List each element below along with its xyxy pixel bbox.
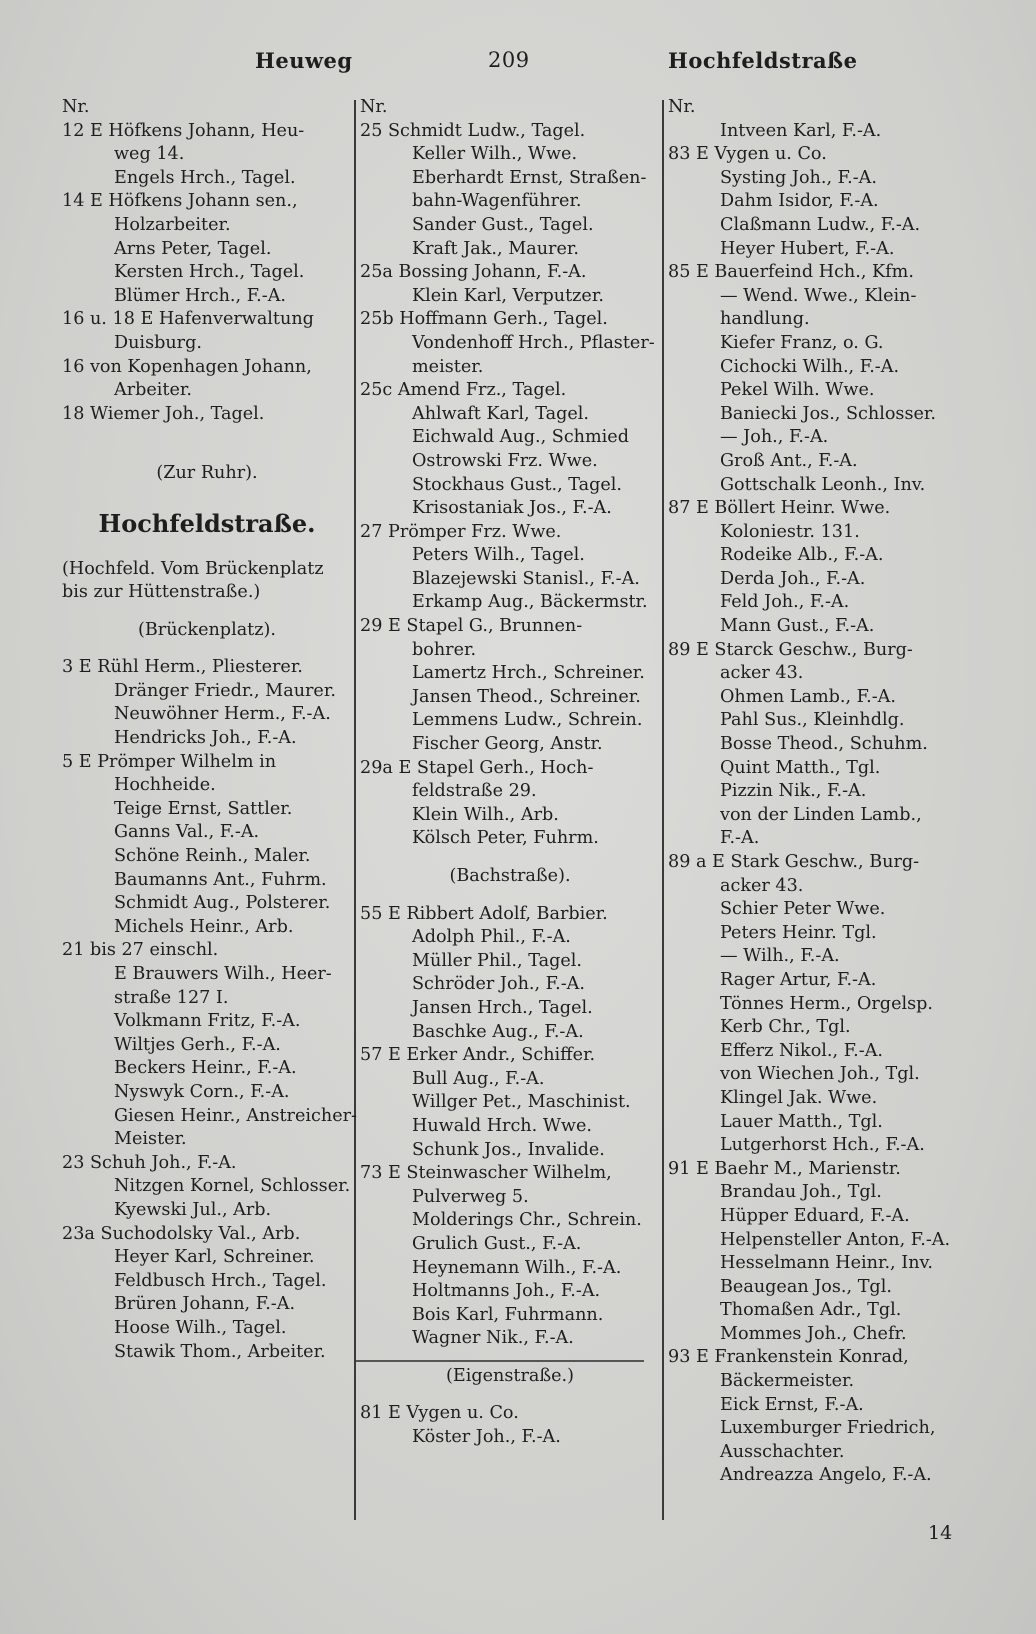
directory-entry: Kiefer Franz, o. G. xyxy=(720,332,884,353)
directory-entry: 87 E Böllert Heinr. Wwe. xyxy=(668,498,891,519)
directory-entry: Teige Ernst, Sattler. xyxy=(114,798,293,819)
directory-entry: 18 Wiemer Joh., Tagel. xyxy=(62,403,265,424)
directory-entry: Helpensteller Anton, F.-A. xyxy=(720,1229,951,1250)
directory-entry: 14 E Höfkens Johann sen., xyxy=(62,191,298,212)
directory-entry: 16 von Kopenhagen Johann, xyxy=(62,356,312,377)
directory-entry: Thomaßen Adr., Tgl. xyxy=(720,1300,902,1321)
directory-entry: Quint Matth., Tgl. xyxy=(720,757,881,778)
directory-entry: Lutgerhorst Hch., F.-A. xyxy=(720,1135,925,1156)
directory-entry: Hoose Wilh., Tagel. xyxy=(114,1317,287,1338)
directory-entry: F.-A. xyxy=(720,828,760,849)
directory-entry: Luxemburger Friedrich, xyxy=(720,1418,936,1439)
directory-entry: 23a Suchodolsky Val., Arb. xyxy=(62,1223,301,1244)
directory-entry: acker 43. xyxy=(720,875,804,896)
directory-entry: Arbeiter. xyxy=(114,380,192,401)
directory-entry: 25b Hoffmann Gerh., Tagel. xyxy=(360,309,608,330)
directory-entry: Mann Gust., F.-A. xyxy=(720,616,875,637)
running-header-right: Hochfeldstraße xyxy=(668,48,858,73)
directory-entry: Baschke Aug., F.-A. xyxy=(412,1021,584,1042)
directory-entry: Jansen Hrch., Tagel. xyxy=(412,997,593,1018)
column-2 xyxy=(360,96,660,1450)
directory-entry: 55 E Ribbert Adolf, Barbier. xyxy=(360,903,608,924)
directory-entry: Systing Joh., F.-A. xyxy=(720,167,877,188)
directory-entry: feldstraße 29. xyxy=(412,781,537,802)
directory-entry: Schier Peter Wwe. xyxy=(720,899,886,920)
directory-entry: Ausschachter. xyxy=(720,1441,845,1462)
directory-entry: 27 Prömper Frz. Wwe. xyxy=(360,521,562,542)
directory-entry: Mommes Joh., Chefr. xyxy=(720,1323,907,1344)
signature-number: 14 xyxy=(928,1522,953,1544)
directory-entry: Neuwöhner Herm., F.-A. xyxy=(114,704,331,725)
directory-entry: Willger Pet., Maschinist. xyxy=(412,1092,631,1113)
cross-street: (Brückenplatz). xyxy=(138,619,276,640)
directory-entry: Bull Aug., F.-A. xyxy=(412,1068,545,1089)
directory-entry: Rager Artur, F.-A. xyxy=(720,969,877,990)
directory-entry: Erkamp Aug., Bäckermstr. xyxy=(412,592,648,613)
directory-entry: 93 E Frankenstein Konrad, xyxy=(668,1347,909,1368)
directory-entry: — Wilh., F.-A. xyxy=(720,946,840,967)
directory-entry: Pizzin Nik., F.-A. xyxy=(720,781,867,802)
directory-entry: Feld Joh., F.-A. xyxy=(720,592,850,613)
page-number-header: 209 xyxy=(488,48,530,72)
directory-entry: Pekel Wilh. Wwe. xyxy=(720,380,875,401)
entry-list xyxy=(360,120,660,851)
entry-list xyxy=(62,120,352,427)
directory-entry: von der Linden Lamb., xyxy=(720,804,922,825)
column-nr-label: Nr. xyxy=(360,97,388,117)
directory-entry: Schunk Jos., Invalide. xyxy=(412,1139,605,1160)
directory-entry: 29a E Stapel Gerh., Hoch- xyxy=(360,757,594,778)
directory-entry: 73 E Steinwascher Wilhelm, xyxy=(360,1163,612,1184)
directory-entry: 21 bis 27 einschl. xyxy=(62,940,219,961)
directory-entry: Rodeike Alb., F.-A. xyxy=(720,545,884,566)
directory-entry: Kerb Chr., Tgl. xyxy=(720,1017,851,1038)
directory-entry: Eberhardt Ernst, Straßen- xyxy=(412,167,647,188)
directory-entry: Kölsch Peter, Fuhrm. xyxy=(412,828,599,849)
box-rule xyxy=(356,1360,644,1362)
directory-entry: Sander Gust., Tagel. xyxy=(412,214,594,235)
directory-entry: 3 E Rühl Herm., Pliesterer. xyxy=(62,657,303,678)
directory-entry: Arns Peter, Tagel. xyxy=(114,238,272,259)
directory-entry: Pulverweg 5. xyxy=(412,1186,529,1207)
directory-entry: Volkmann Fritz, F.-A. xyxy=(114,1011,301,1032)
directory-entry: Hesselmann Heinr., Inv. xyxy=(720,1253,933,1274)
directory-entry: Stawik Thom., Arbeiter. xyxy=(114,1341,326,1362)
column-divider-2 xyxy=(662,100,664,1520)
directory-entry: Klein Karl, Verputzer. xyxy=(412,285,604,306)
directory-entry: Kyewski Jul., Arb. xyxy=(114,1199,272,1220)
directory-entry: Nyswyk Corn., F.-A. xyxy=(114,1081,290,1102)
directory-entry: Hochheide. xyxy=(114,775,216,796)
directory-entry: 81 E Vygen u. Co. xyxy=(360,1403,519,1424)
directory-entry: Groß Ant., F.-A. xyxy=(720,450,858,471)
directory-entry: Vondenhoff Hrch., Pflaster- xyxy=(412,332,655,353)
directory-entry: Bois Karl, Fuhrmann. xyxy=(412,1304,604,1325)
directory-entry: Michels Heinr., Arb. xyxy=(114,916,294,937)
entry-list xyxy=(668,120,968,1488)
directory-entry: 12 E Höfkens Johann, Heu- xyxy=(62,120,305,141)
directory-entry: Cichocki Wilh., F.-A. xyxy=(720,356,900,377)
directory-entry: 89 a E Stark Geschw., Burg- xyxy=(668,852,920,872)
directory-entry: Brandau Joh., Tgl. xyxy=(720,1182,882,1203)
directory-entry: Beckers Heinr., F.-A. xyxy=(114,1058,297,1079)
column-nr-label: Nr. xyxy=(668,97,696,117)
directory-entry: Peters Heinr. Tgl. xyxy=(720,922,877,943)
directory-entry: Nitzgen Kornel, Schlosser. xyxy=(114,1176,351,1197)
column-1 xyxy=(62,96,357,1364)
directory-entry: — Wend. Wwe., Klein- xyxy=(720,285,917,306)
directory-entry: Eichwald Aug., Schmied xyxy=(412,427,629,448)
directory-entry: Blazejewski Stanisl., F.-A. xyxy=(412,568,640,589)
street-description: (Hochfeld. Vom Brückenplatz bis zur Hüttenstraße.) xyxy=(62,558,324,603)
directory-entry: E Brauwers Wilh., Heer- xyxy=(114,964,332,984)
directory-entry: straße 127 I. xyxy=(114,987,229,1008)
directory-entry: 91 E Baehr M., Marienstr. xyxy=(668,1158,901,1179)
directory-entry: Kersten Hrch., Tagel. xyxy=(114,262,305,283)
directory-entry: Claßmann Ludw., F.-A. xyxy=(720,214,921,235)
directory-entry: Efferz Nikol., F.-A. xyxy=(720,1040,884,1061)
directory-entry: Heyer Hubert, F.-A. xyxy=(720,238,895,259)
directory-entry: Baniecki Jos., Schlosser. xyxy=(720,403,936,424)
directory-entry: bohrer. xyxy=(412,639,477,660)
directory-entry: Köster Joh., F.-A. xyxy=(412,1427,561,1448)
street-heading: Hochfeldstraße. xyxy=(98,508,316,538)
directory-entry: Jansen Theod., Schreiner. xyxy=(412,686,641,707)
directory-entry: Duisburg. xyxy=(114,332,202,353)
column-nr-label: Nr. xyxy=(62,97,90,117)
directory-entry: von Wiechen Joh., Tgl. xyxy=(720,1064,920,1085)
directory-entry: Giesen Heinr., Anstreicher- xyxy=(114,1105,357,1126)
entry-list xyxy=(62,656,357,1364)
directory-entry: 25a Bossing Johann, F.-A. xyxy=(360,262,587,283)
directory-entry: Andreazza Angelo, F.-A. xyxy=(720,1465,932,1486)
directory-entry: Ohmen Lamb., F.-A. xyxy=(720,686,896,707)
directory-entry: Molderings Chr., Schrein. xyxy=(412,1210,642,1231)
directory-entry: Beaugean Jos., Tgl. xyxy=(720,1276,892,1297)
directory-entry: Heyer Karl, Schreiner. xyxy=(114,1247,315,1268)
directory-entry: Wagner Nik., F.-A. xyxy=(412,1328,574,1349)
directory-entry: Ahlwaft Karl, Tagel. xyxy=(412,403,589,424)
directory-entry: Tönnes Herm., Orgelsp. xyxy=(720,993,933,1014)
directory-entry: Lamertz Hrch., Schreiner. xyxy=(412,663,645,684)
directory-entry: meister. xyxy=(412,356,484,377)
directory-entry: Koloniestr. 131. xyxy=(720,521,860,542)
directory-entry: acker 43. xyxy=(720,663,804,684)
directory-entry: Grulich Gust., F.-A. xyxy=(412,1233,582,1254)
directory-entry: Schöne Reinh., Maler. xyxy=(114,846,311,867)
directory-entry: weg 14. xyxy=(114,144,185,165)
directory-entry: Krisostaniak Jos., F.-A. xyxy=(412,498,612,519)
column-3 xyxy=(668,96,968,1488)
entry-list xyxy=(360,903,660,1351)
directory-entry: handlung. xyxy=(720,309,810,330)
directory-entry: 89 E Starck Geschw., Burg- xyxy=(668,639,913,660)
directory-entry: 83 E Vygen u. Co. xyxy=(668,144,827,165)
directory-entry: Klingel Jak. Wwe. xyxy=(720,1087,878,1108)
directory-entry: Pahl Sus., Kleinhdlg. xyxy=(720,710,905,731)
directory-entry: Schmidt Aug., Polsterer. xyxy=(114,893,331,914)
directory-entry: Klein Wilh., Arb. xyxy=(412,804,559,825)
directory-entry: Stockhaus Gust., Tagel. xyxy=(412,474,623,495)
directory-entry: Fischer Georg, Anstr. xyxy=(412,734,603,755)
directory-entry: Derda Joh., F.-A. xyxy=(720,568,866,589)
directory-entry: Blümer Hrch., F.-A. xyxy=(114,285,287,306)
directory-entry: 57 E Erker Andr., Schiffer. xyxy=(360,1045,596,1066)
directory-entry: Ostrowski Frz. Wwe. xyxy=(412,450,598,471)
directory-entry: Keller Wilh., Wwe. xyxy=(412,144,578,165)
directory-entry: Müller Phil., Tagel. xyxy=(412,950,582,971)
directory-entry: — Joh., F.-A. xyxy=(720,427,829,448)
directory-entry: Hendricks Joh., F.-A. xyxy=(114,728,297,749)
directory-entry: Bosse Theod., Schuhm. xyxy=(720,734,928,755)
directory-entry: Meister. xyxy=(114,1129,187,1150)
directory-entry: Kraft Jak., Maurer. xyxy=(412,238,579,259)
directory-entry: 16 u. 18 E Hafenverwaltung xyxy=(62,309,314,330)
directory-entry: Huwald Hrch. Wwe. xyxy=(412,1115,592,1136)
directory-entry: 25c Amend Frz., Tagel. xyxy=(360,380,567,401)
directory-entry: Schröder Joh., F.-A. xyxy=(412,974,585,995)
directory-entry: Ganns Val., F.-A. xyxy=(114,822,260,843)
cross-street: (Zur Ruhr). xyxy=(156,463,258,484)
directory-entry: Eick Ernst, F.-A. xyxy=(720,1394,864,1415)
directory-entry: 23 Schuh Joh., F.-A. xyxy=(62,1152,237,1173)
directory-entry: Peters Wilh., Tagel. xyxy=(412,545,585,566)
column-divider-1 xyxy=(354,100,356,1520)
cross-street: (Bachstraße). xyxy=(449,866,571,886)
directory-entry: Brüren Johann, F.-A. xyxy=(114,1294,296,1315)
running-header-left: Heuweg xyxy=(255,48,353,73)
directory-entry: Baumanns Ant., Fuhrm. xyxy=(114,869,327,890)
entry-list xyxy=(360,1402,660,1449)
directory-entry: Intveen Karl, F.-A. xyxy=(720,120,882,141)
directory-entry: Hüpper Eduard, F.-A. xyxy=(720,1205,910,1226)
directory-entry: 85 E Bauerfeind Hch., Kfm. xyxy=(668,262,914,283)
directory-entry: Wiltjes Gerh., F.-A. xyxy=(114,1034,281,1055)
directory-entry: 25 Schmidt Ludw., Tagel. xyxy=(360,120,586,141)
directory-entry: bahn-Wagenführer. xyxy=(412,191,582,212)
directory-entry: 29 E Stapel G., Brunnen- xyxy=(360,616,583,637)
directory-entry: Feldbusch Hrch., Tagel. xyxy=(114,1270,327,1291)
directory-entry: Holtmanns Joh., F.-A. xyxy=(412,1281,601,1302)
directory-entry: Bäckermeister. xyxy=(720,1371,855,1392)
directory-entry: Holzarbeiter. xyxy=(114,214,231,235)
directory-entry: Dahm Isidor, F.-A. xyxy=(720,191,879,212)
directory-entry: Dränger Friedr., Maurer. xyxy=(114,680,336,701)
cross-street: (Eigenstraße.) xyxy=(446,1365,574,1386)
directory-entry: Engels Hrch., Tagel. xyxy=(114,167,296,188)
directory-entry: Lemmens Ludw., Schrein. xyxy=(412,710,643,731)
directory-entry: Adolph Phil., F.-A. xyxy=(412,927,571,948)
directory-entry: Lauer Matth., Tgl. xyxy=(720,1111,883,1132)
directory-entry: 5 E Prömper Wilhelm in xyxy=(62,751,277,772)
directory-entry: Heynemann Wilh., F.-A. xyxy=(412,1257,622,1278)
directory-entry: Gottschalk Leonh., Inv. xyxy=(720,474,926,495)
